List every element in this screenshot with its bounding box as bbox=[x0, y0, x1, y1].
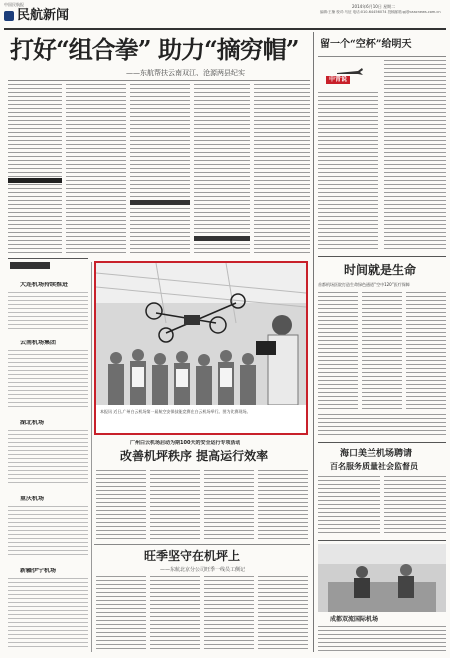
lead-rule bbox=[8, 80, 310, 81]
lead-body-col-4 bbox=[194, 84, 250, 256]
right-divider bbox=[313, 32, 314, 652]
masthead-rule bbox=[4, 28, 446, 30]
right-rule-3 bbox=[318, 540, 446, 541]
mid-story-kicker: 广州白云机场启动为期100天的安全运行专项活动 bbox=[130, 440, 241, 446]
airplane-logo-icon bbox=[336, 62, 364, 72]
paper-name: 中国民航报 bbox=[4, 2, 24, 7]
editorial-body-right bbox=[384, 60, 446, 252]
lead-body-col-3 bbox=[130, 84, 190, 256]
lower-body-col-4 bbox=[258, 576, 308, 652]
feature-subtitle: 首都机场医院打造生命绿色通道“空中120”医疗保障 bbox=[318, 282, 410, 287]
lead-subhead-3 bbox=[194, 236, 250, 241]
mid-body-col-1 bbox=[96, 470, 146, 540]
mid-body-col-4 bbox=[258, 470, 308, 540]
side-body-4 bbox=[8, 506, 88, 558]
mid-body-col-3 bbox=[204, 470, 254, 540]
brand-tag: 中青说 bbox=[326, 76, 350, 84]
editor-line: 编辑:王楠 校对:马征 电话:010-64456074 投稿邮箱:gj@caacnews.com.cn bbox=[320, 10, 441, 14]
lead-subhead-2 bbox=[130, 200, 190, 205]
news-brief-tag bbox=[10, 262, 50, 269]
left-column-rule bbox=[8, 258, 88, 259]
date-line: 2014年6月10日 星期二 bbox=[352, 4, 396, 9]
editorial-rule bbox=[318, 56, 446, 57]
left-divider bbox=[91, 262, 92, 652]
side-body-3 bbox=[8, 430, 88, 486]
lead-headline: 打好“组合拳” 助力“摘穷帽” bbox=[10, 35, 299, 64]
lower-story-subtitle: ——东航北京分公司旺季一线员工侧记 bbox=[160, 567, 246, 573]
lead-subtitle: ——东航帮扶云南双江、沧源两县纪实 bbox=[126, 69, 245, 77]
mid-rule bbox=[94, 544, 310, 545]
hainan-title: 海口美兰机场聘请 bbox=[340, 449, 413, 459]
lower-body-col-2 bbox=[150, 576, 200, 652]
right-rule-1 bbox=[318, 256, 446, 257]
side-headline-3: 湖北机场 bbox=[20, 420, 45, 426]
mid-story-title: 改善机坪秩序 提高运行效率 bbox=[120, 449, 269, 463]
side-body-1 bbox=[8, 292, 88, 332]
side-body-2 bbox=[8, 350, 88, 410]
right-rule-2 bbox=[318, 442, 446, 443]
feature-body-col-2 bbox=[362, 292, 402, 410]
featured-photo-frame bbox=[94, 261, 308, 435]
feature-body-col-3 bbox=[406, 292, 446, 410]
section-logo-icon bbox=[4, 11, 14, 21]
lower-body-col-1 bbox=[96, 576, 146, 652]
mid-body-col-2 bbox=[150, 470, 200, 540]
side-headline-4: 重庆机场 bbox=[20, 496, 45, 502]
hainan-body-col-2 bbox=[384, 476, 446, 536]
feature-body-col-1 bbox=[318, 292, 358, 410]
hainan-body-col-1 bbox=[318, 476, 380, 536]
section-title: 民航新闻 bbox=[17, 8, 70, 23]
editorial-body-left bbox=[318, 92, 378, 252]
feature-body-wide bbox=[318, 414, 446, 438]
lower-story-title: 旺季坚守在机坪上 bbox=[144, 549, 241, 563]
lead-body-col-5 bbox=[254, 84, 310, 256]
side-headline-5: 新疆伊宁机场 bbox=[20, 568, 57, 574]
bottom-body bbox=[318, 626, 446, 652]
lower-body-col-3 bbox=[204, 576, 254, 652]
side-body-5 bbox=[8, 578, 88, 650]
masthead bbox=[0, 0, 450, 28]
featured-photo bbox=[96, 263, 306, 405]
side-headline-1: 大连机场持续推进 bbox=[20, 282, 69, 288]
lead-body-col-1 bbox=[8, 84, 62, 256]
lead-subhead-1 bbox=[8, 178, 62, 183]
bottom-caption: 成都双流国际机场 bbox=[330, 616, 379, 623]
hainan-title-2: 百名服务质量社会监督员 bbox=[330, 461, 418, 471]
editorial-title: 留一个“空杯”给明天 bbox=[320, 39, 412, 50]
photo-caption: 本报讯 近日,广州白云机场第一届航空安保技能竞赛在白云机场举行。图为比赛现场。 bbox=[100, 409, 251, 414]
lead-body-col-2 bbox=[66, 84, 126, 256]
side-headline-2: 云南机场集团 bbox=[20, 340, 57, 346]
airport-service-photo bbox=[318, 544, 446, 612]
feature-title: 时间就是生命 bbox=[344, 263, 417, 277]
